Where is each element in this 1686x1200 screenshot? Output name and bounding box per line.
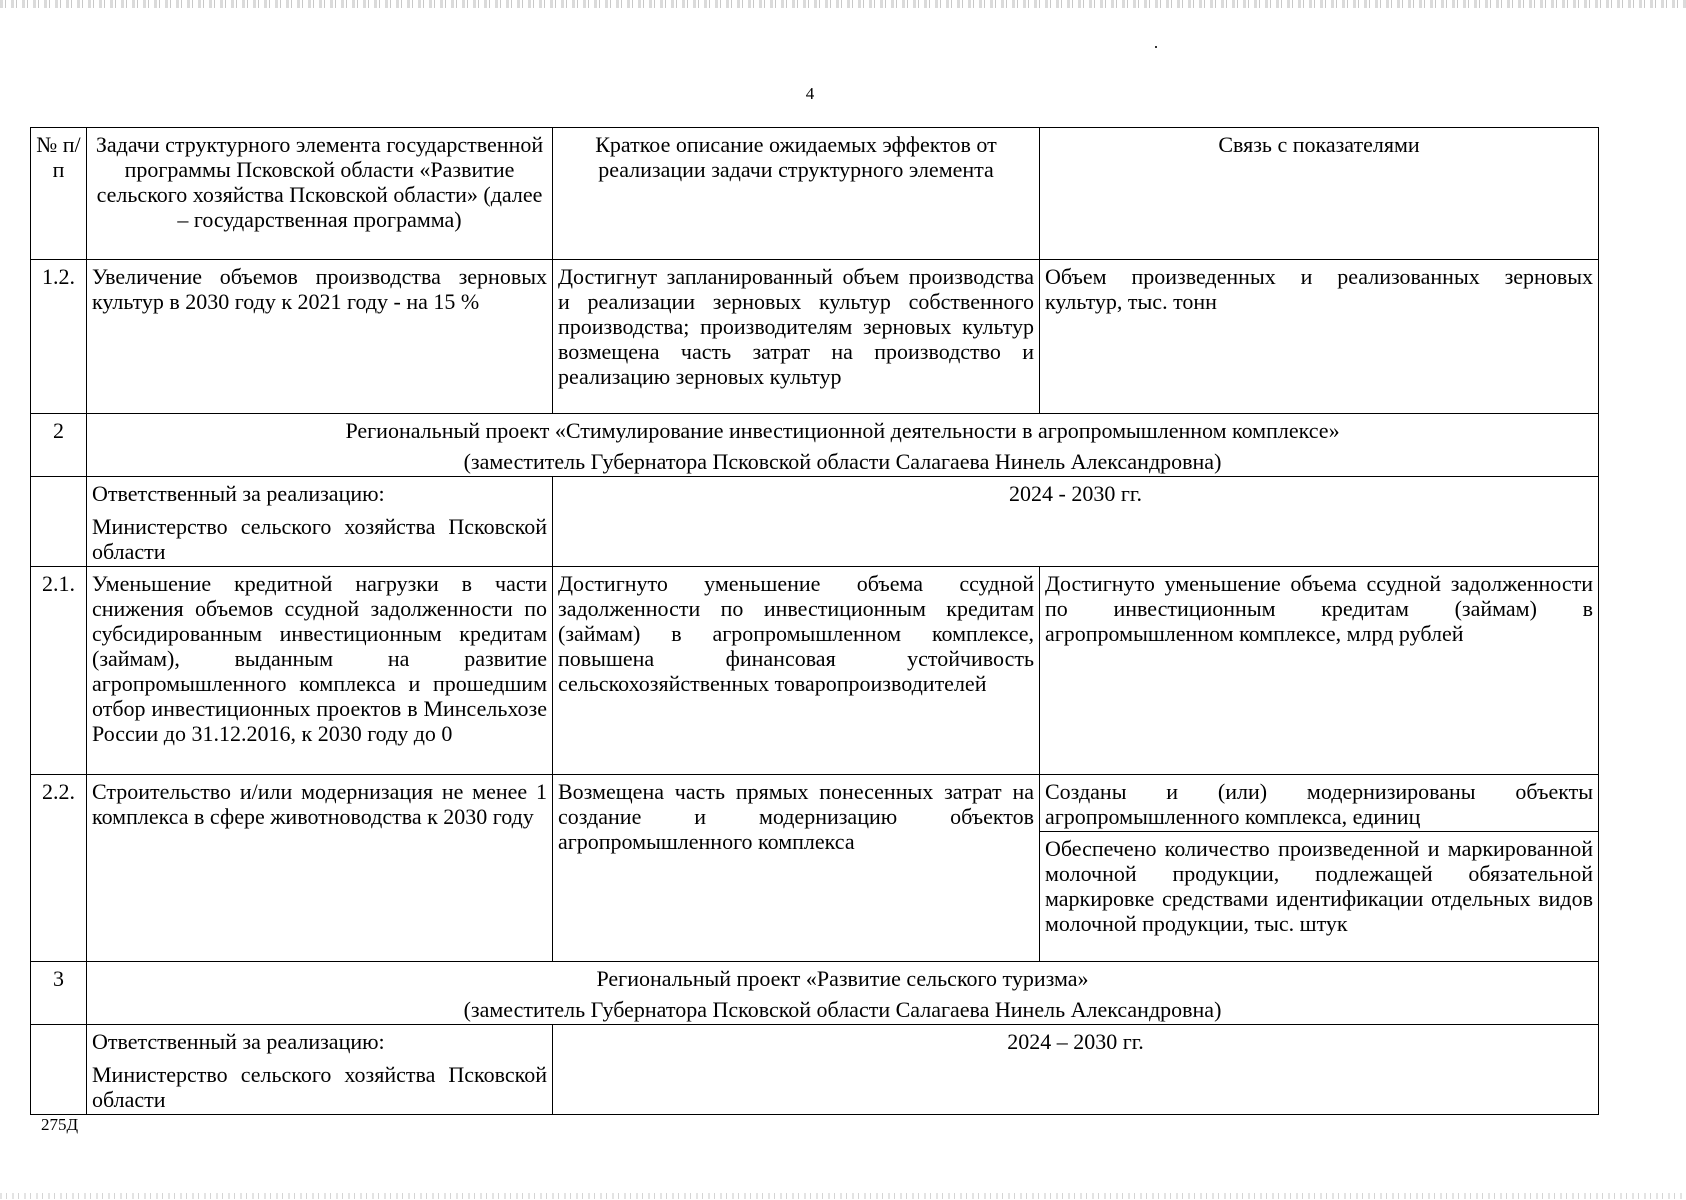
indicator-cell-2: Обеспечено количество произведенной и маркированной молочной продукции, подлежащей обязательной маркировке средствами идентификации отдельных видов молочной продукции, тыс. штук [1040,832,1599,962]
header-num: № п/п [31,128,87,260]
indicator-cell: Достигнуто уменьшение объема ссудной задолженности по инвестиционным кредитам (займам) в агропромышленном комплексе, млрд рублей [1040,567,1599,775]
project-row [31,962,1599,1025]
responsible-cell [87,477,553,567]
effect-cell: Достигнуто уменьшение объема ссудной задолженности по инвестиционным кредитам (займам) в агропромышленном комплексе, повышена финансовая устойчивость сельскохозяйственных товаропроизводителей [553,567,1040,775]
empty-cell [31,477,87,567]
project-title: Региональный проект «Развитие сельского туризма» [596,966,1089,991]
project-row [31,414,1599,477]
indicator-cell: Объем произведенных и реализованных зерновых культур, тыс. тонн [1040,260,1599,414]
project-title: Региональный проект «Стимулирование инвестиционной деятельности в агропромышленном комплексе» [345,418,1340,443]
effect-cell: Достигнут запланированный объем производства и реализации зерновых культур собственного производства; производителям зерновых культур возмещена часть затрат на производство и реализацию зерновых культур [553,260,1040,414]
project-title-cell [87,414,1599,477]
project-title-cell [87,962,1599,1025]
responsible-label: Ответственный за реализацию: [92,481,385,506]
responsible-label: Ответственный за реализацию: [92,1029,385,1054]
responsible-org: Министерство сельского хозяйства Псковской области [92,1062,547,1112]
row-number: 2.2. [31,775,87,962]
row-number: 1.2. [31,260,87,414]
empty-cell [31,1025,87,1115]
responsible-row [31,1025,1599,1115]
project-curator: (заместитель Губернатора Псковской области Салагаева Нинель Александровна) [463,997,1222,1022]
task-cell: Уменьшение кредитной нагрузки в части снижения объемов ссудной задолженности по субсидированным инвестиционным кредитам (займам), выданным на развитие агропромышленного комплекса и прошедшим отбор инвестиционных проектов в Минсельхозе России до 31.12.2016, к 2030 году до 0 [87,567,553,775]
table-header-row [31,128,1599,260]
header-indicators: Связь с показателями [1040,128,1599,260]
table-row [31,567,1599,775]
responsible-cell [87,1025,553,1115]
task-cell: Увеличение объемов производства зерновых культур в 2030 году к 2021 году - на 15 % [87,260,553,414]
indicator-cell-1: Созданы и (или) модернизированы объекты агропромышленного комплекса, единиц [1040,775,1599,832]
period-cell: 2024 – 2030 гг. [553,1025,1599,1115]
header-tasks: Задачи структурного элемента государственной программы Псковской области «Развитие сельского хозяйства Псковской области» (далее – государственная программа) [87,128,553,260]
project-curator: (заместитель Губернатора Псковской области Салагаева Нинель Александровна) [463,449,1222,474]
responsible-org: Министерство сельского хозяйства Псковской области [92,514,547,564]
effect-cell: Возмещена часть прямых понесенных затрат на создание и модернизацию объектов агропромышленного комплекса [553,775,1040,962]
task-cell: Строительство и/или модернизация не менее 1 комплекса в сфере животноводства к 2030 году [87,775,553,962]
header-effects: Краткое описание ожидаемых эффектов от реализации задачи структурного элемента [553,128,1040,260]
responsible-row [31,477,1599,567]
table-row [31,260,1599,414]
scan-speck [1155,46,1157,48]
table-row [31,775,1599,832]
row-number: 2 [31,414,87,477]
document-code: 275Д [41,1115,79,1134]
page-number: 4 [805,84,815,103]
period-cell: 2024 - 2030 гг. [553,477,1599,567]
row-number: 3 [31,962,87,1025]
row-number: 2.1. [31,567,87,775]
program-tasks-table [30,127,1599,1115]
scan-edge-bottom [0,1193,1686,1199]
scan-edge-top [0,0,1686,8]
